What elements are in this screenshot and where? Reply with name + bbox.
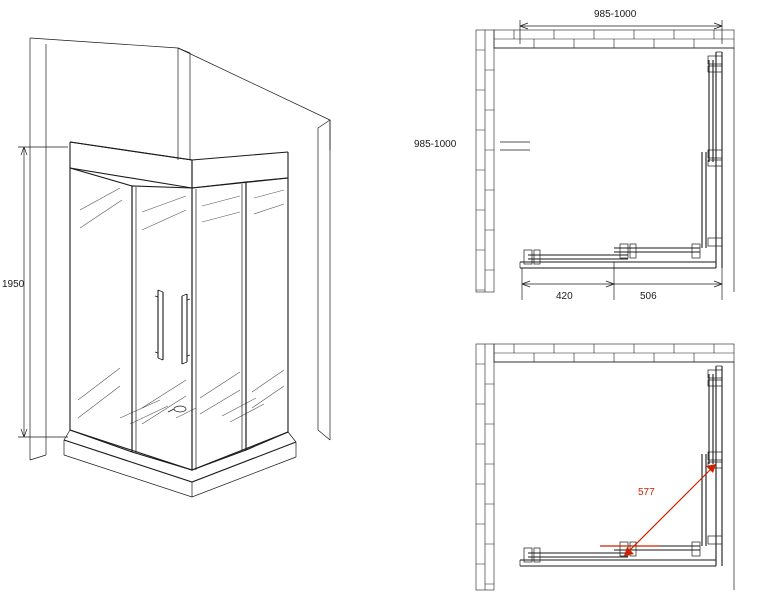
wall-outline <box>30 38 330 460</box>
door-handle-right <box>182 294 190 364</box>
roller-brackets-right-plan <box>708 56 722 246</box>
dim-label-left-depth: 985-1000 <box>414 139 457 150</box>
dim-label-top-width: 985-1000 <box>594 9 637 20</box>
wall-hatch-top-bottomview <box>494 344 734 362</box>
wall-hatch-left-top <box>476 30 494 292</box>
sliding-door-right <box>192 182 246 470</box>
sliding-door-left <box>132 186 192 470</box>
dimension-height-1950 <box>2 147 68 437</box>
dim-label-506: 506 <box>640 291 657 302</box>
dimension-506 <box>614 268 722 302</box>
dim-label-420: 420 <box>556 291 573 302</box>
roller-brackets-right-bottom-plan <box>708 370 722 544</box>
drain <box>174 406 186 412</box>
door-handle-left <box>155 290 163 360</box>
fixed-glass-panel-left <box>70 168 132 452</box>
right-glass-assembly <box>182 178 288 470</box>
left-glass-assembly <box>70 168 192 470</box>
plan-bottom-view <box>476 344 734 590</box>
fixed-glass-panel-right <box>246 178 288 450</box>
enclosure-plan-bottom <box>494 362 734 590</box>
enclosure-plan-top <box>494 48 734 292</box>
perspective-view <box>2 38 330 497</box>
dim-label-577: 577 <box>638 487 655 498</box>
roller-brackets-bottom-plan <box>524 542 700 562</box>
plan-top-view <box>414 9 734 302</box>
wall-hatch-top <box>494 30 734 48</box>
dim-label-height: 1950 <box>2 279 25 290</box>
shower-tray <box>64 398 296 497</box>
wall-hatch-left-bottomview <box>476 344 494 590</box>
roller-brackets-top-plan <box>524 244 700 264</box>
dimension-left-depth <box>414 139 530 150</box>
